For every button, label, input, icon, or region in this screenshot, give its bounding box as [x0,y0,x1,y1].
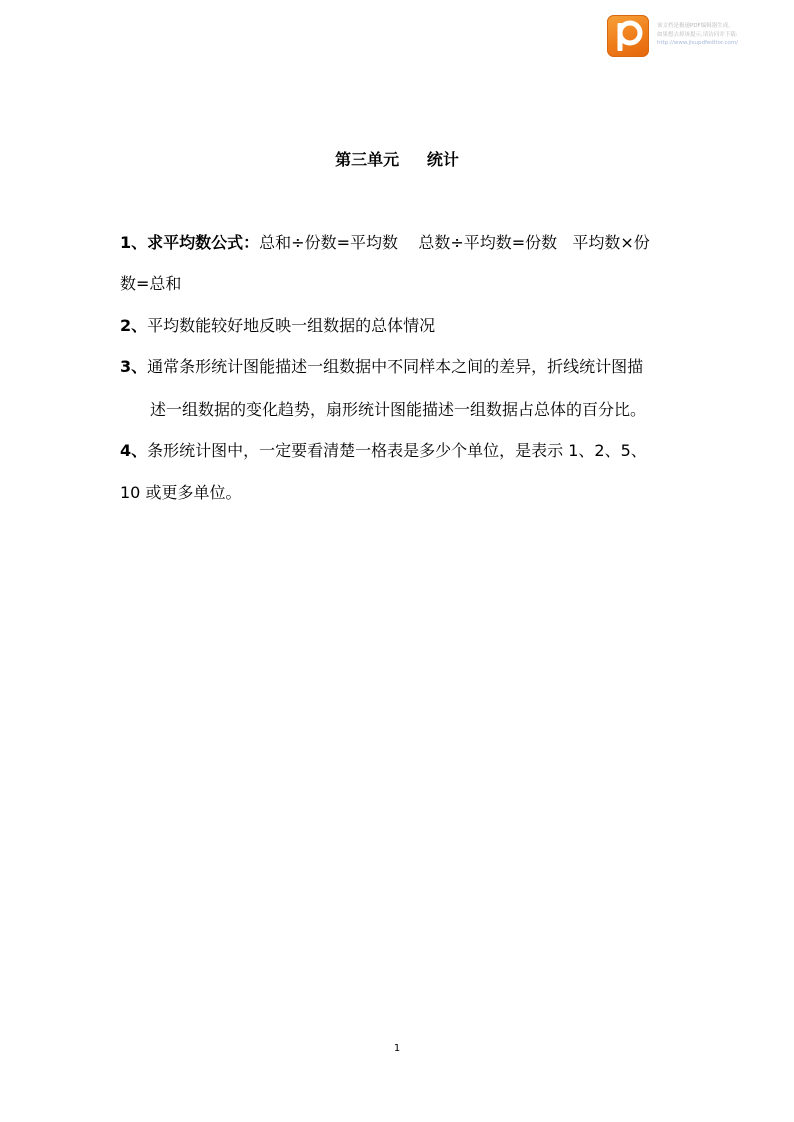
item-2-number: 2、 [120,316,148,335]
pdf-editor-logo-icon [607,15,649,57]
item-1-number: 1、 [120,233,148,252]
pdf-editor-watermark [607,13,787,59]
logo-letter: P [628,39,629,40]
item-3-text: 通常条形统计图能描述一组数据中不同样本之间的差异，折线统计图描 [147,357,644,376]
item-4-line-2: 10 或更多单位。 [120,483,242,502]
item-1-text: 总和÷份数=平均数 总数÷平均数=份数 平均数×份 [259,233,650,252]
item-4-number: 4、 [120,441,148,460]
item-2 [120,312,680,340]
item-1-line-1 [120,229,680,257]
watermark-link: http://www.jisupdfeditor.com/ [657,40,738,46]
item-3-line-1 [120,353,680,381]
page-number: 1 [393,1043,401,1054]
item-2-text: 平均数能较好地反映一组数据的总体情况 [147,316,436,335]
watermark-line: 如果想去掉该提示,请访问并下载: [657,31,738,38]
item-1-line-2: 数=总和 [120,274,182,293]
watermark-text [657,22,792,48]
item-3-line-2: 述一组数据的变化趋势，扇形统计图能描述一组数据占总体的百分比。 [150,400,647,419]
item-4-line-1 [120,437,680,465]
item-1-lead: 求平均数公式： [147,233,260,252]
watermark-line: 该文档是极速PDF编辑器生成, [657,23,730,29]
item-4-text: 条形统计图中，一定要看清楚一格表是多少个单位，是表示 1、2、5、 [147,441,647,460]
item-3-number: 3、 [120,357,148,376]
page-title: 第三单元 统计 [335,150,459,169]
